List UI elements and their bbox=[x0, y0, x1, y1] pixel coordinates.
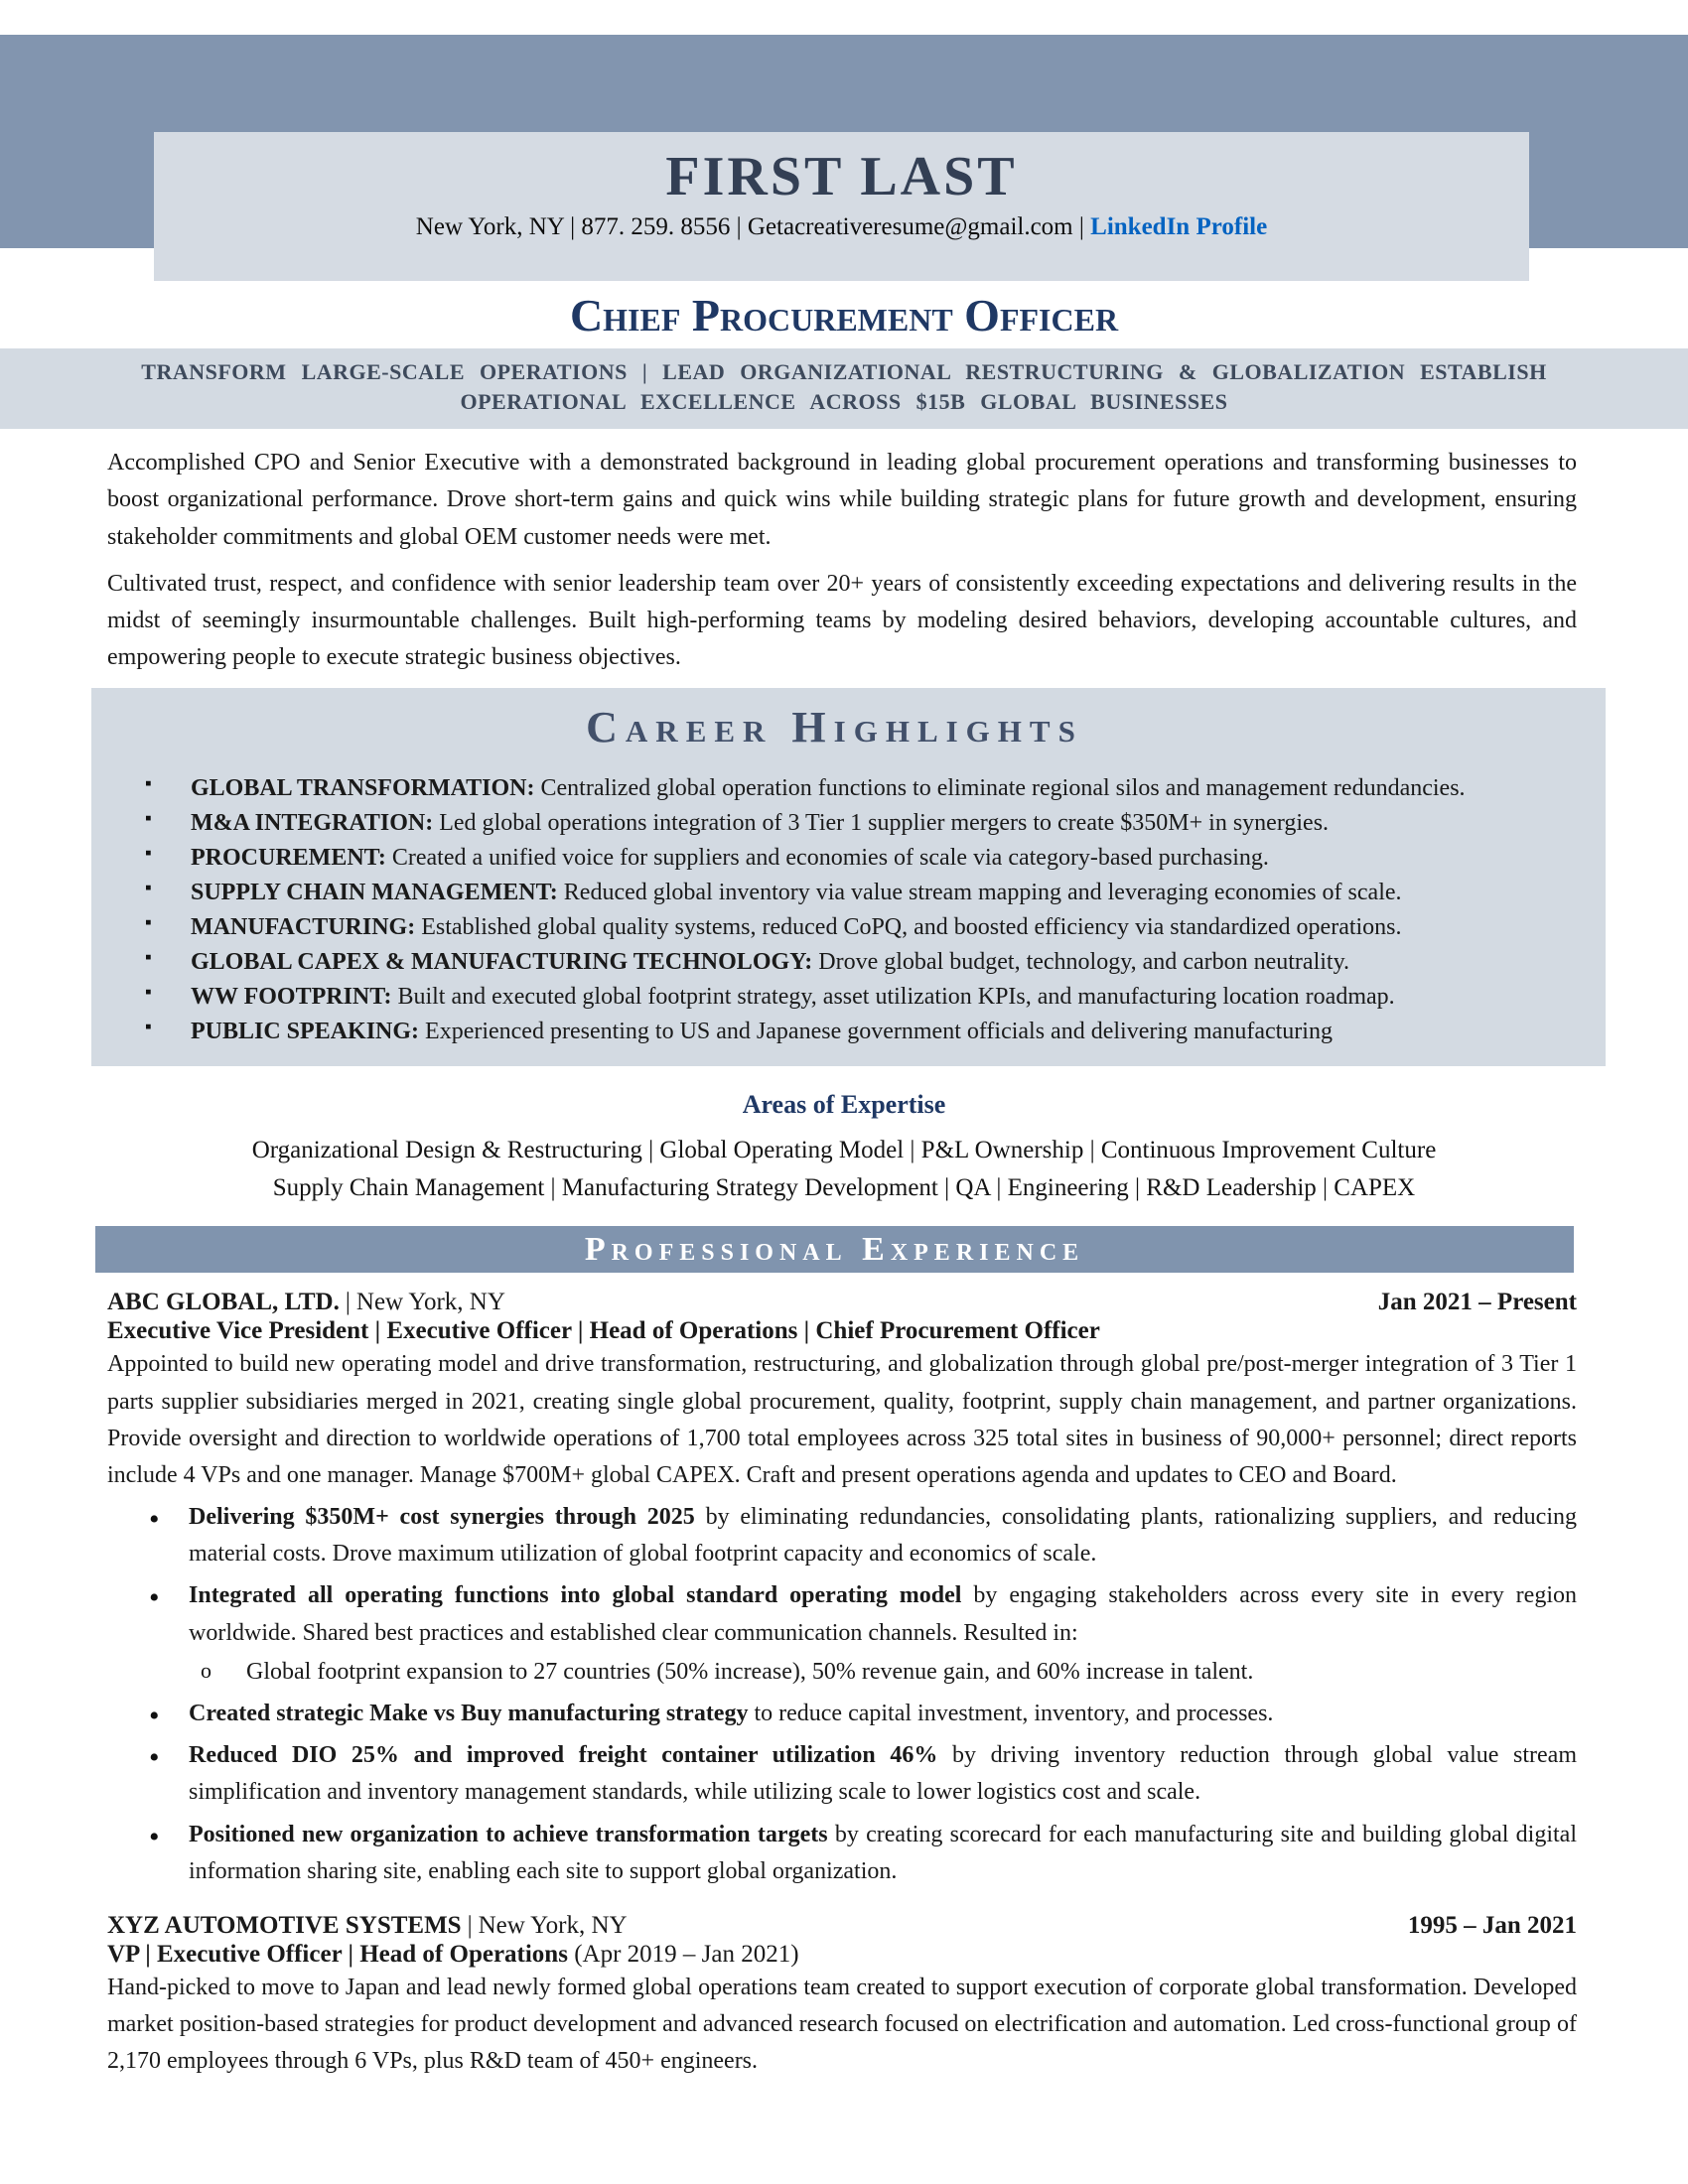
company-name: XYZ AUTOMOTIVE SYSTEMS bbox=[107, 1911, 462, 1939]
highlight-text: Led global operations integration of 3 Tier 1 supplier mergers to create $350M+ in synergies. bbox=[433, 809, 1330, 836]
summary-paragraph-2: Cultivated trust, respect, and confidence with senior leadership team over 20+ years of consistently exceeding expectations and delivering results in the midst of seemingly insurmountable challenges. Built high-performing teams by modeling desired behaviors, developing accountable cultures, and empowering people to execute strategic business objectives. bbox=[107, 570, 1577, 671]
highlight-lead: GLOBAL TRANSFORMATION: bbox=[191, 774, 535, 801]
pipe-separator: | bbox=[467, 1911, 473, 1939]
bullet-lead: Reduced DIO 25% and improved freight container utilization 46% bbox=[189, 1742, 938, 1769]
bullet-text: by engaging stakeholders across every site in every region worldwide. Shared best practices and established clear communication channels. Resulted in: bbox=[189, 1582, 1577, 1646]
summary-paragraph-1: Accomplished CPO and Senior Executive with a demonstrated background in leading global procurement operations and transforming businesses to boost organizational performance. Drove short-term gains and quick wins while building strategic plans for future growth and development, ensuring stakeholder commitments and global OEM customer needs were met. bbox=[107, 450, 1577, 550]
company-name: ABC GLOBAL, LTD. bbox=[107, 1289, 340, 1316]
highlight-item bbox=[91, 807, 1578, 840]
bullet-lead: Created strategic Make vs Buy manufacturing strategy bbox=[189, 1701, 749, 1726]
bullet-text: by driving inventory reduction through global value stream simplification and inventory management standards, while utilizing scale to lower logistics cost and scale. bbox=[189, 1742, 1577, 1806]
highlight-lead: M&A INTEGRATION: bbox=[191, 809, 434, 836]
highlight-item bbox=[91, 842, 1578, 875]
highlight-text: Created a unified voice for suppliers and economies of scale via category-based purchasing. bbox=[385, 844, 1269, 871]
company-line bbox=[107, 1912, 628, 1940]
job-bullet-list bbox=[107, 1499, 1577, 1890]
job-bullet bbox=[107, 1499, 1577, 1572]
role-bold: VP | Executive Officer | Head of Operations bbox=[107, 1940, 568, 1968]
highlight-item bbox=[91, 981, 1578, 1014]
linkedin-link[interactable]: LinkedIn Profile bbox=[1090, 212, 1268, 240]
job-header bbox=[107, 1912, 1577, 1940]
highlight-item bbox=[91, 1016, 1578, 1048]
expertise-line-2: Supply Chain Management | Manufacturing Strategy Development | QA | Engineering | R&D Leadership | CAPEX bbox=[272, 1173, 1416, 1201]
highlight-item bbox=[91, 911, 1578, 944]
highlight-lead: WW FOOTPRINT: bbox=[191, 984, 392, 1011]
job-role-title bbox=[107, 1941, 1577, 1969]
career-highlights-title: Career Highlights bbox=[586, 703, 1083, 752]
bullet-text: to reduce capital investment, inventory, and processes. bbox=[748, 1701, 1274, 1726]
tagline-band bbox=[0, 348, 1688, 430]
highlight-lead: PUBLIC SPEAKING: bbox=[191, 1019, 420, 1045]
areas-of-expertise-list bbox=[0, 1132, 1688, 1206]
highlight-lead: SUPPLY CHAIN MANAGEMENT: bbox=[191, 880, 558, 906]
highlight-text: Reduced global inventory via value stream mapping and leveraging economies of scale. bbox=[557, 880, 1402, 906]
header-name-box bbox=[154, 132, 1529, 281]
resume-body bbox=[0, 291, 1688, 2081]
bullet-lead: Delivering $350M+ cost synergies through 2025 bbox=[189, 1504, 695, 1531]
highlight-text: Experienced presenting to US and Japanese government officials and delivering manufacturing bbox=[419, 1019, 1333, 1045]
areas-of-expertise-title: Areas of Expertise bbox=[742, 1090, 946, 1120]
highlight-text: Drove global budget, technology, and carbon neutrality. bbox=[812, 949, 1350, 976]
job-bullet bbox=[107, 1696, 1577, 1732]
job-dates: Jan 2021 – Present bbox=[1377, 1289, 1577, 1316]
bullet-text: by eliminating redundancies, consolidating plants, rationalizing suppliers, and reducing material costs. Drove maximum utilization of global footprint capacity and economics of scale. bbox=[189, 1504, 1578, 1568]
highlight-item bbox=[91, 772, 1578, 805]
highlight-text: Centralized global operation functions to eliminate regional silos and management redundancies. bbox=[534, 774, 1466, 801]
bullet-text: by creating scorecard for each manufacturing site and building global digital information sharing site, enabling each site to support global organization. bbox=[189, 1821, 1577, 1884]
summary-section bbox=[107, 445, 1577, 676]
highlight-lead: GLOBAL CAPEX & MANUFACTURING TECHNOLOGY: bbox=[191, 949, 813, 976]
highlight-item bbox=[91, 946, 1578, 979]
contact-text: New York, NY | 877. 259. 8556 | Getacreativeresume@gmail.com | bbox=[415, 212, 1084, 240]
company-location: New York, NY bbox=[478, 1911, 628, 1939]
tagline-line-2: OPERATIONAL EXCELLENCE ACROSS $15B GLOBAL BUSINESSES bbox=[460, 389, 1228, 415]
career-highlights-box bbox=[91, 688, 1606, 1066]
job-entry-abc-global bbox=[107, 1289, 1577, 1890]
job-bullet bbox=[107, 1577, 1577, 1691]
highlight-lead: PROCUREMENT: bbox=[191, 844, 386, 871]
job-summary: Hand-picked to move to Japan and lead newly formed global operations team created to support execution of corporate global transformation. Developed market position-based strategies for product development and advanced research focused on electrification and automation. Led cross-functional group of 2,170 employees through 6 VPs, plus R&D team of 450+ engineers. bbox=[107, 1974, 1577, 2075]
bullet-lead: Positioned new organization to achieve transformation targets bbox=[189, 1821, 828, 1847]
company-line bbox=[107, 1289, 505, 1316]
job-header bbox=[107, 1289, 1577, 1316]
highlight-text: Established global quality systems, reduced CoPQ, and boosted efficiency via standardized operations. bbox=[415, 914, 1402, 941]
contact-line bbox=[154, 213, 1529, 241]
job-sub-bullet: o Global footprint expansion to 27 countries (50% increase), 50% revenue gain, and 60% increase in talent. bbox=[189, 1654, 1577, 1691]
expertise-line-1: Organizational Design & Restructuring | Global Operating Model | P&L Ownership | Continuous Improvement Culture bbox=[251, 1137, 1437, 1164]
highlight-item bbox=[91, 877, 1578, 909]
areas-of-expertise-section bbox=[0, 1090, 1688, 1206]
role-date-note: (Apr 2019 – Jan 2021) bbox=[567, 1940, 799, 1968]
pipe-separator: | bbox=[345, 1289, 351, 1316]
bullet-lead: Integrated all operating functions into global standard operating model bbox=[189, 1582, 962, 1609]
company-location: New York, NY bbox=[355, 1289, 505, 1316]
highlight-lead: MANUFACTURING: bbox=[191, 914, 416, 941]
role-title: Chief Procurement Officer bbox=[569, 290, 1119, 341]
candidate-name: FIRST LAST bbox=[665, 146, 1018, 207]
highlight-text: Built and executed global footprint strategy, asset utilization KPIs, and manufacturing location roadmap. bbox=[391, 984, 1395, 1011]
professional-experience-header: Professional Experience bbox=[95, 1226, 1574, 1273]
tagline-line-1: TRANSFORM LARGE-SCALE OPERATIONS | LEAD ORGANIZATIONAL RESTRUCTURING & GLOBALIZATION ESTABLISH bbox=[141, 358, 1547, 384]
job-role-title: Executive Vice President | Executive Officer | Head of Operations | Chief Procurement Officer bbox=[107, 1317, 1100, 1345]
job-summary: Appointed to build new operating model and drive transformation, restructuring, and globalization through global pre/post-merger integration of 3 Tier 1 parts supplier subsidiaries merged in 2021, creating single global procurement, quality, footprint, supply chain management, and partner organizations. Provide oversight and direction to worldwide operations of 1,700 total employees across 325 total sites in business of 90,000+ personnel; direct reports include 4 VPs and one manager. Manage $700M+ global CAPEX. Craft and present operations agenda and updates to CEO and Board. bbox=[107, 1351, 1577, 1488]
career-highlights-list bbox=[91, 772, 1578, 1049]
job-bullet bbox=[107, 1817, 1577, 1890]
job-entry-xyz-automotive bbox=[107, 1912, 1577, 2081]
job-dates: 1995 – Jan 2021 bbox=[1407, 1911, 1577, 1939]
job-bullet bbox=[107, 1737, 1577, 1811]
